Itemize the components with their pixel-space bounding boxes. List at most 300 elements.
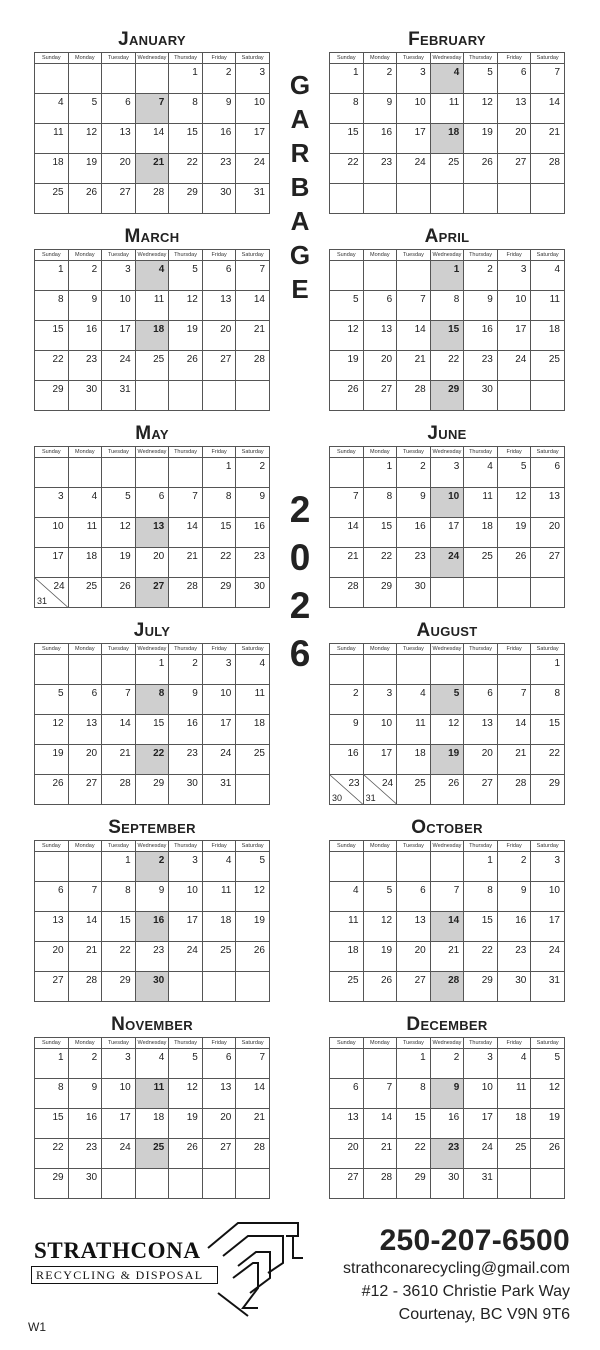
day-cell: 11 [464, 488, 498, 518]
day-cell: 30 [169, 775, 203, 805]
day-cell: 26 [330, 381, 364, 411]
day-cell: 26 [363, 972, 397, 1002]
day-header: Friday [497, 250, 531, 261]
day-cell: 4 [236, 655, 270, 685]
day-cell: 22 [169, 154, 203, 184]
day-cell: 12 [169, 291, 203, 321]
day-header: Friday [497, 644, 531, 655]
logo-tagline: RECYCLING & DISPOSAL [36, 1268, 204, 1282]
day-cell: 2 [464, 261, 498, 291]
day-cell: 27 [68, 775, 102, 805]
day-header: Friday [202, 447, 236, 458]
day-header: Tuesday [102, 841, 136, 852]
pickup-day-cell: 2 [135, 852, 169, 882]
day-header: Tuesday [102, 644, 136, 655]
day-header: Tuesday [397, 53, 431, 64]
garbage-letter: G [289, 240, 311, 270]
empty-cell [202, 1169, 236, 1199]
day-header: Tuesday [102, 53, 136, 64]
pickup-day-cell: 21 [135, 154, 169, 184]
day-cell: 11 [430, 94, 464, 124]
pickup-day-cell: 22 [135, 745, 169, 775]
day-cell: 16 [68, 1109, 102, 1139]
day-cell: 11 [135, 291, 169, 321]
day-cell: 24 [531, 942, 565, 972]
day-header: Wednesday [135, 250, 169, 261]
day-cell: 1 [135, 655, 169, 685]
day-cell: 28 [531, 154, 565, 184]
day-cell: 15 [464, 912, 498, 942]
day-cell: 30 [430, 1169, 464, 1199]
day-header: Tuesday [102, 447, 136, 458]
day-cell: 31 [464, 1169, 498, 1199]
day-cell: 3 [102, 1049, 136, 1079]
day-header: Friday [497, 447, 531, 458]
day-cell: 17 [102, 321, 136, 351]
day-cell: 14 [363, 1109, 397, 1139]
day-cell: 22 [102, 942, 136, 972]
day-cell: 22 [35, 1139, 69, 1169]
day-cell: 4 [531, 261, 565, 291]
day-cell: 10 [169, 882, 203, 912]
day-cell: 16 [497, 912, 531, 942]
day-cell: 13 [202, 291, 236, 321]
day-cell: 20 [135, 548, 169, 578]
pickup-day-cell: 30 [135, 972, 169, 1002]
day-header: Wednesday [430, 841, 464, 852]
month-title: January [118, 29, 186, 50]
day-cell: 7 [68, 882, 102, 912]
day-cell: 16 [169, 715, 203, 745]
empty-cell [102, 458, 136, 488]
month-title: June [427, 423, 467, 444]
day-cell: 28 [497, 775, 531, 805]
day-cell: 29 [135, 775, 169, 805]
empty-cell [531, 1169, 565, 1199]
month-november [34, 1013, 270, 1199]
day-cell: 28 [135, 184, 169, 214]
day-cell: 16 [430, 1109, 464, 1139]
day-cell: 19 [363, 942, 397, 972]
month-july [34, 619, 270, 805]
garbage-vertical-heading [290, 68, 310, 306]
day-cell: 28 [236, 1139, 270, 1169]
day-cell: 2 [330, 685, 364, 715]
empty-cell [397, 261, 431, 291]
day-cell: 20 [102, 154, 136, 184]
day-cell: 26 [497, 548, 531, 578]
month-august [329, 619, 565, 805]
day-header: Saturday [531, 841, 565, 852]
day-cell: 1 [397, 1049, 431, 1079]
day-cell: 6 [35, 882, 69, 912]
empty-cell [236, 972, 270, 1002]
day-cell: 5 [68, 94, 102, 124]
day-cell: 23 [135, 942, 169, 972]
day-header: Saturday [236, 644, 270, 655]
day-cell: 15 [531, 715, 565, 745]
day-cell: 5 [531, 1049, 565, 1079]
day-cell: 14 [531, 94, 565, 124]
day-cell: 10 [102, 291, 136, 321]
day-cell: 30 [68, 381, 102, 411]
day-header: Saturday [236, 841, 270, 852]
day-cell: 12 [497, 488, 531, 518]
day-cell: 15 [35, 321, 69, 351]
day-cell: 2 [497, 852, 531, 882]
day-cell: 26 [531, 1139, 565, 1169]
day-cell: 4 [35, 94, 69, 124]
split-day-cell: 23 30 [330, 775, 364, 805]
day-header: Wednesday [430, 250, 464, 261]
day-cell: 17 [169, 912, 203, 942]
pickup-day-cell: 14 [430, 912, 464, 942]
day-cell: 2 [68, 261, 102, 291]
day-cell: 23 [464, 351, 498, 381]
day-header: Wednesday [135, 841, 169, 852]
day-cell: 25 [531, 351, 565, 381]
pickup-day-cell: 9 [430, 1079, 464, 1109]
day-header: Thursday [464, 644, 498, 655]
day-cell: 5 [102, 488, 136, 518]
day-cell: 25 [202, 942, 236, 972]
day-header: Saturday [531, 644, 565, 655]
month-title: October [411, 817, 483, 838]
day-cell: 29 [35, 1169, 69, 1199]
pickup-day-cell: 15 [430, 321, 464, 351]
day-cell: 3 [497, 261, 531, 291]
day-cell: 9 [464, 291, 498, 321]
empty-cell [102, 1169, 136, 1199]
day-cell: 15 [169, 124, 203, 154]
day-cell: 1 [202, 458, 236, 488]
day-header: Tuesday [102, 1038, 136, 1049]
day-cell: 21 [397, 351, 431, 381]
day-cell: 24 [102, 351, 136, 381]
empty-cell [330, 458, 364, 488]
day-cell: 29 [464, 972, 498, 1002]
day-cell: 21 [102, 745, 136, 775]
day-cell: 14 [397, 321, 431, 351]
day-header: Wednesday [430, 1038, 464, 1049]
day-cell: 25 [236, 745, 270, 775]
day-cell: 29 [531, 775, 565, 805]
day-cell: 29 [169, 184, 203, 214]
day-cell: 18 [497, 1109, 531, 1139]
day-cell: 5 [464, 64, 498, 94]
empty-cell [102, 655, 136, 685]
pickup-day-cell: 5 [430, 685, 464, 715]
day-cell: 8 [35, 291, 69, 321]
pickup-day-cell: 24 [430, 548, 464, 578]
empty-cell [330, 184, 364, 214]
empty-cell [202, 972, 236, 1002]
day-cell: 12 [531, 1079, 565, 1109]
day-header: Saturday [236, 250, 270, 261]
day-cell: 25 [430, 154, 464, 184]
day-cell: 8 [363, 488, 397, 518]
day-cell: 16 [68, 321, 102, 351]
day-cell: 10 [531, 882, 565, 912]
garbage-letter: G [289, 70, 311, 100]
day-header: Wednesday [430, 644, 464, 655]
day-cell: 29 [202, 578, 236, 608]
day-cell: 28 [330, 578, 364, 608]
day-cell: 11 [497, 1079, 531, 1109]
street-address: #12 - 3610 Christie Park Way [361, 1283, 570, 1300]
day-cell: 28 [397, 381, 431, 411]
day-cell: 16 [464, 321, 498, 351]
day-cell: 21 [169, 548, 203, 578]
day-cell: 18 [397, 745, 431, 775]
day-cell: 9 [330, 715, 364, 745]
day-cell: 20 [464, 745, 498, 775]
day-cell: 7 [236, 261, 270, 291]
empty-cell [464, 184, 498, 214]
pickup-day-cell: 28 [430, 972, 464, 1002]
day-cell: 6 [68, 685, 102, 715]
day-cell: 16 [330, 745, 364, 775]
pickup-day-cell: 13 [135, 518, 169, 548]
day-cell: 13 [202, 1079, 236, 1109]
day-cell: 10 [236, 94, 270, 124]
day-cell: 1 [35, 261, 69, 291]
day-cell: 19 [497, 518, 531, 548]
day-cell: 13 [397, 912, 431, 942]
day-cell: 25 [35, 184, 69, 214]
day-cell: 3 [236, 64, 270, 94]
schedule-code: W1 [28, 1320, 46, 1334]
year-vertical-heading [290, 486, 311, 678]
day-cell: 8 [531, 685, 565, 715]
day-cell: 17 [464, 1109, 498, 1139]
day-cell: 9 [68, 1079, 102, 1109]
month-title: April [424, 226, 470, 247]
day-cell: 1 [363, 458, 397, 488]
day-cell: 17 [102, 1109, 136, 1139]
day-cell: 31 [236, 184, 270, 214]
day-cell: 3 [397, 64, 431, 94]
day-cell: 21 [363, 1139, 397, 1169]
empty-cell [169, 458, 203, 488]
pickup-day-cell: 19 [430, 745, 464, 775]
day-cell: 10 [497, 291, 531, 321]
day-cell: 9 [236, 488, 270, 518]
day-cell: 8 [430, 291, 464, 321]
day-cell: 17 [363, 745, 397, 775]
day-cell: 18 [531, 321, 565, 351]
day-header: Tuesday [102, 250, 136, 261]
empty-cell [102, 64, 136, 94]
month-table [329, 52, 565, 214]
day-cell: 15 [330, 124, 364, 154]
day-cell: 27 [202, 351, 236, 381]
day-cell: 20 [330, 1139, 364, 1169]
day-cell: 3 [430, 458, 464, 488]
day-cell: 16 [363, 124, 397, 154]
day-cell: 13 [102, 124, 136, 154]
day-cell: 28 [102, 775, 136, 805]
month-table [34, 446, 270, 608]
empty-cell [397, 852, 431, 882]
empty-cell [363, 184, 397, 214]
footer [0, 1210, 600, 1350]
day-cell: 4 [397, 685, 431, 715]
day-cell: 6 [135, 488, 169, 518]
day-cell: 12 [236, 882, 270, 912]
day-cell: 21 [236, 321, 270, 351]
empty-cell [169, 972, 203, 1002]
day-cell: 5 [363, 882, 397, 912]
day-header: Wednesday [135, 447, 169, 458]
day-cell: 7 [430, 882, 464, 912]
month-table [34, 1037, 270, 1199]
empty-cell [135, 458, 169, 488]
empty-cell [497, 578, 531, 608]
day-header: Sunday [35, 841, 69, 852]
day-header: Wednesday [135, 1038, 169, 1049]
day-cell: 10 [464, 1079, 498, 1109]
month-title: March [124, 226, 180, 247]
day-cell: 11 [236, 685, 270, 715]
day-cell: 3 [531, 852, 565, 882]
day-cell: 31 [102, 381, 136, 411]
day-header: Friday [202, 644, 236, 655]
day-cell: 3 [464, 1049, 498, 1079]
day-header: Thursday [169, 250, 203, 261]
day-cell: 9 [497, 882, 531, 912]
pickup-day-cell: 27 [135, 578, 169, 608]
day-cell: 13 [68, 715, 102, 745]
day-cell: 14 [68, 912, 102, 942]
day-cell: 4 [497, 1049, 531, 1079]
day-cell: 23 [497, 942, 531, 972]
empty-cell [68, 852, 102, 882]
day-header: Friday [202, 1038, 236, 1049]
day-cell: 26 [68, 184, 102, 214]
day-cell: 12 [102, 518, 136, 548]
day-cell: 18 [202, 912, 236, 942]
split-day-cell: 24 31 [35, 578, 69, 608]
day-header: Tuesday [397, 1038, 431, 1049]
day-header: Thursday [169, 53, 203, 64]
month-table [329, 1037, 565, 1199]
day-header: Sunday [35, 1038, 69, 1049]
day-header: Saturday [531, 53, 565, 64]
day-cell: 9 [135, 882, 169, 912]
day-header: Sunday [330, 644, 364, 655]
empty-cell [330, 655, 364, 685]
day-cell: 25 [68, 578, 102, 608]
day-cell: 25 [330, 972, 364, 1002]
day-cell: 28 [169, 578, 203, 608]
day-cell: 26 [102, 578, 136, 608]
day-cell: 18 [236, 715, 270, 745]
day-header: Thursday [169, 841, 203, 852]
pickup-day-cell: 10 [430, 488, 464, 518]
garbage-letter: R [290, 138, 310, 168]
day-cell: 15 [363, 518, 397, 548]
empty-cell [236, 381, 270, 411]
day-cell: 19 [464, 124, 498, 154]
day-header: Monday [363, 250, 397, 261]
month-title: May [135, 423, 169, 444]
day-cell: 17 [430, 518, 464, 548]
day-cell: 27 [497, 154, 531, 184]
day-cell: 22 [531, 745, 565, 775]
empty-cell [68, 655, 102, 685]
phone-number[interactable]: 250-207-6500 [379, 1224, 570, 1257]
day-header: Sunday [35, 644, 69, 655]
day-cell: 1 [102, 852, 136, 882]
pickup-day-cell: 4 [135, 261, 169, 291]
day-header: Saturday [531, 1038, 565, 1049]
day-header: Monday [68, 250, 102, 261]
day-header: Tuesday [397, 250, 431, 261]
day-cell: 23 [68, 1139, 102, 1169]
day-cell: 14 [236, 1079, 270, 1109]
month-may [34, 422, 270, 608]
day-cell: 7 [363, 1079, 397, 1109]
day-cell: 26 [35, 775, 69, 805]
month-title: December [406, 1014, 488, 1035]
day-cell: 9 [202, 94, 236, 124]
day-cell: 19 [169, 321, 203, 351]
empty-cell [236, 775, 270, 805]
day-header: Sunday [330, 1038, 364, 1049]
day-cell: 11 [35, 124, 69, 154]
pickup-day-cell: 18 [135, 321, 169, 351]
day-cell: 12 [169, 1079, 203, 1109]
day-cell: 14 [236, 291, 270, 321]
day-cell: 20 [68, 745, 102, 775]
day-header: Thursday [464, 447, 498, 458]
day-cell: 5 [35, 685, 69, 715]
empty-cell [531, 578, 565, 608]
day-cell: 19 [330, 351, 364, 381]
email-address[interactable]: strathconarecycling@gmail.com [343, 1260, 570, 1277]
day-cell: 19 [102, 548, 136, 578]
empty-cell [531, 381, 565, 411]
day-header: Wednesday [430, 53, 464, 64]
empty-cell [497, 655, 531, 685]
day-cell: 6 [464, 685, 498, 715]
day-cell: 27 [202, 1139, 236, 1169]
day-cell: 1 [330, 64, 364, 94]
day-cell: 11 [68, 518, 102, 548]
day-header: Friday [202, 841, 236, 852]
empty-cell [35, 64, 69, 94]
day-cell: 28 [68, 972, 102, 1002]
month-april [329, 225, 565, 411]
day-cell: 26 [464, 154, 498, 184]
month-table [34, 643, 270, 805]
pickup-day-cell: 4 [430, 64, 464, 94]
pickup-day-cell: 7 [135, 94, 169, 124]
day-cell: 26 [169, 1139, 203, 1169]
month-june [329, 422, 565, 608]
day-cell: 31 [202, 775, 236, 805]
day-cell: 2 [363, 64, 397, 94]
empty-cell [497, 381, 531, 411]
day-cell: 12 [330, 321, 364, 351]
empty-cell [202, 381, 236, 411]
empty-cell [330, 852, 364, 882]
day-header: Sunday [35, 447, 69, 458]
day-cell: 7 [397, 291, 431, 321]
day-header: Monday [363, 841, 397, 852]
strathcona-logo [28, 1218, 308, 1318]
